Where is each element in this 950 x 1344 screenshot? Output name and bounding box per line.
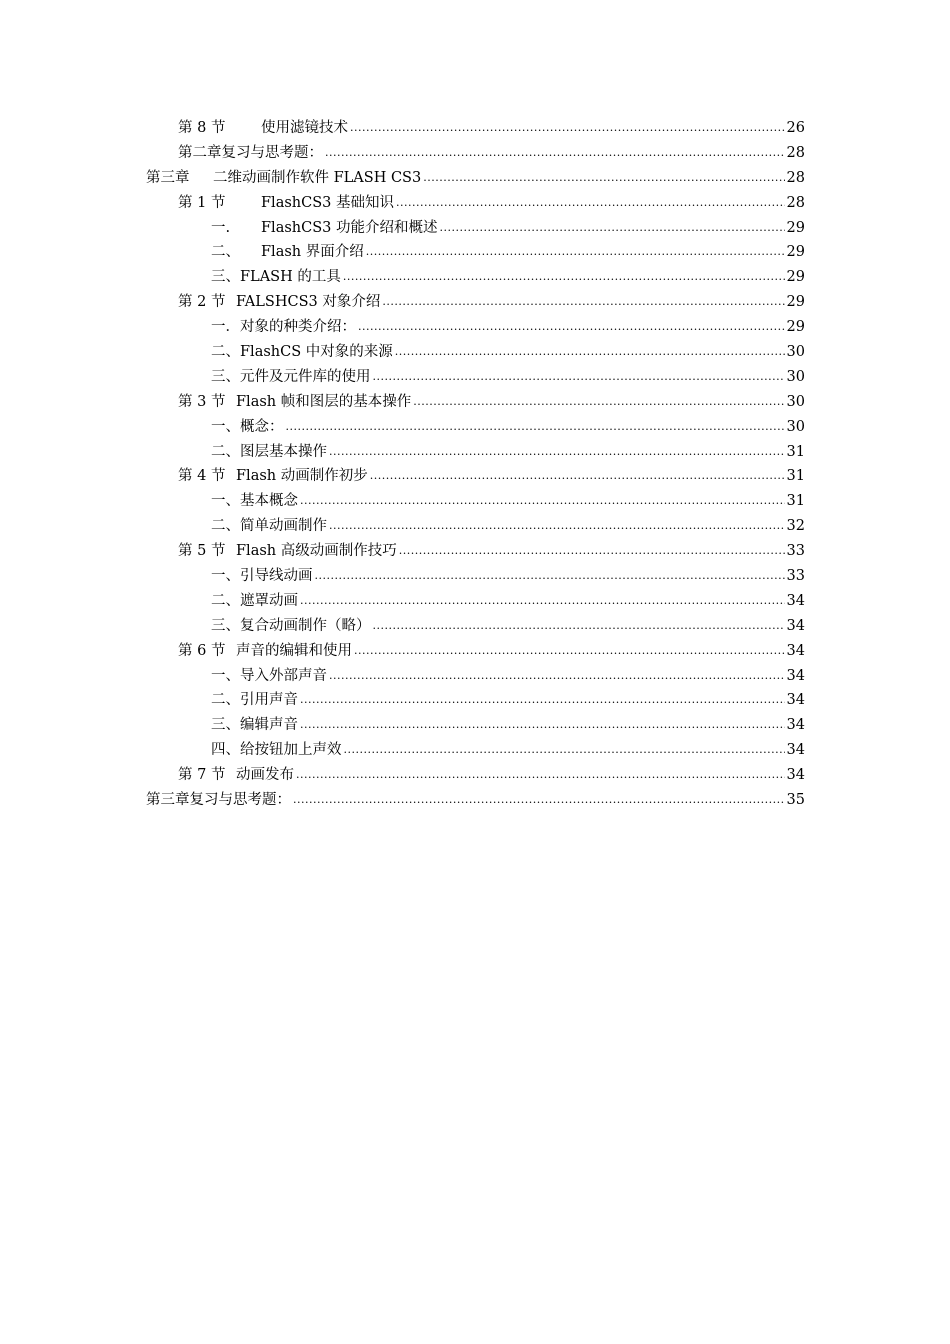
toc-entry-page-number: 34 <box>786 642 805 659</box>
toc-entry-page-number: 32 <box>786 518 805 535</box>
toc-entry-page-number: 31 <box>786 468 805 485</box>
dot-leader <box>329 514 785 539</box>
toc-entry-page-number: 29 <box>786 219 805 236</box>
dot-leader <box>440 216 785 241</box>
toc-entry-number: 第 5 节 <box>178 543 226 560</box>
toc-entry-number: 第 1 节 <box>178 194 226 211</box>
dot-leader <box>354 639 785 664</box>
toc-entry[interactable] <box>0 788 950 813</box>
dot-leader <box>343 265 785 290</box>
dot-leader <box>413 390 784 415</box>
toc-entry[interactable] <box>0 216 950 241</box>
toc-entry-title: 三、元件及元件库的使用 <box>211 368 371 385</box>
dot-leader <box>373 365 785 390</box>
toc-entry-title: 三、复合动画制作（略） <box>211 617 371 634</box>
toc-entry-number: 第 7 节 <box>178 767 226 784</box>
dot-leader <box>300 489 785 514</box>
toc-entry-page-number: 34 <box>786 592 805 609</box>
toc-entry-content <box>211 265 805 290</box>
toc-entry[interactable] <box>0 489 950 514</box>
toc-entry-page-number: 28 <box>786 169 805 186</box>
toc-entry-content <box>211 688 805 713</box>
toc-entry-page-number: 30 <box>786 393 805 410</box>
toc-entry-title: FALSHCS3 对象介绍 <box>236 294 381 311</box>
toc-entry-title: 一．对象的种类介绍： <box>211 319 356 336</box>
toc-entry[interactable] <box>0 116 950 141</box>
dot-leader <box>325 141 785 166</box>
toc-entry[interactable] <box>0 290 950 315</box>
toc-entry-content <box>211 664 805 689</box>
toc-entry[interactable] <box>0 415 950 440</box>
toc-entry-title: 一、导入外部声音 <box>211 667 327 684</box>
dot-leader <box>358 315 785 340</box>
toc-entry[interactable] <box>0 240 950 265</box>
dot-leader <box>300 589 785 614</box>
dot-leader <box>300 713 785 738</box>
toc-entry-page-number: 35 <box>786 792 805 809</box>
toc-entry-number: 第 4 节 <box>178 468 226 485</box>
toc-entry[interactable] <box>0 639 950 664</box>
toc-entry-page-number: 29 <box>786 269 805 286</box>
toc-entry[interactable] <box>0 191 950 216</box>
dot-leader <box>382 290 784 315</box>
toc-entry[interactable] <box>0 614 950 639</box>
dot-leader <box>350 116 785 141</box>
toc-entry-title: 三、FLASH 的工具 <box>211 269 341 286</box>
toc-entry-number: 第 8 节 <box>178 120 226 136</box>
toc-entry[interactable] <box>0 688 950 713</box>
dot-leader <box>315 564 785 589</box>
toc-entry[interactable] <box>0 141 950 166</box>
toc-entry-title: Flash 高级动画制作技巧 <box>236 543 397 560</box>
toc-entry-title: 第二章复习与思考题： <box>178 144 323 161</box>
toc-entry-number: 一. <box>211 219 231 236</box>
toc-entry-title: FlashCS3 功能介绍和概述 <box>261 219 438 236</box>
toc-entry-content <box>178 116 805 141</box>
toc-entry[interactable] <box>0 514 950 539</box>
toc-entry-title: 一、基本概念 <box>211 493 298 510</box>
toc-entry-title: 二、简单动画制作 <box>211 518 327 535</box>
toc-entry-page-number: 29 <box>786 294 805 311</box>
toc-entry-number: 第 3 节 <box>178 393 226 410</box>
toc-entry-content <box>211 340 805 365</box>
toc-entry[interactable] <box>0 464 950 489</box>
toc-entry-content <box>211 589 805 614</box>
toc-entry-page-number: 33 <box>786 568 805 585</box>
toc-entry-title: 声音的编辑和使用 <box>236 642 352 659</box>
table-of-contents <box>0 116 950 813</box>
toc-entry[interactable] <box>0 664 950 689</box>
toc-entry-page-number: 34 <box>786 767 805 784</box>
dot-leader <box>423 166 784 191</box>
toc-entry-page-number: 34 <box>786 742 805 759</box>
toc-entry-page-number: 30 <box>786 368 805 385</box>
toc-entry-title: Flash 界面介绍 <box>261 244 364 261</box>
toc-entry-page-number: 34 <box>786 667 805 684</box>
toc-entry-content <box>146 166 805 191</box>
toc-entry-page-number: 34 <box>786 692 805 709</box>
toc-entry[interactable] <box>0 763 950 788</box>
toc-entry-page-number: 28 <box>786 194 805 211</box>
toc-entry-title: 一、引导线动画 <box>211 568 313 585</box>
toc-entry-content <box>211 564 805 589</box>
dot-leader <box>366 240 785 265</box>
toc-entry[interactable] <box>0 265 950 290</box>
toc-entry-content <box>211 489 805 514</box>
toc-entry-title: 四、给按钮加上声效 <box>211 742 342 759</box>
toc-entry-content <box>211 315 805 340</box>
toc-entry-number: 第三章 <box>146 169 190 186</box>
toc-entry-title: 动画发布 <box>236 767 294 784</box>
toc-entry-page-number: 31 <box>786 443 805 460</box>
dot-leader <box>329 440 785 465</box>
toc-entry-content <box>211 440 805 465</box>
dot-leader <box>399 539 785 564</box>
dot-leader <box>286 415 785 440</box>
toc-entry-content <box>211 415 805 440</box>
toc-entry-page-number: 28 <box>786 144 805 161</box>
toc-entry-title: 二、FlashCS 中对象的来源 <box>211 344 393 361</box>
toc-entry[interactable] <box>0 440 950 465</box>
toc-entry-content <box>178 639 805 664</box>
toc-entry-page-number: 26 <box>786 120 805 136</box>
toc-entry[interactable] <box>0 738 950 763</box>
toc-entry-content <box>211 240 805 265</box>
toc-entry-content <box>146 788 805 813</box>
dot-leader <box>344 738 785 763</box>
toc-entry-page-number: 30 <box>786 344 805 361</box>
toc-entry-page-number: 33 <box>786 543 805 560</box>
toc-entry-page-number: 30 <box>786 418 805 435</box>
toc-entry-content <box>211 738 805 763</box>
toc-entry[interactable] <box>0 539 950 564</box>
dot-leader <box>296 763 785 788</box>
toc-entry-title: 三、编辑声音 <box>211 717 298 734</box>
toc-entry[interactable] <box>0 340 950 365</box>
toc-entry[interactable] <box>0 365 950 390</box>
toc-entry-title: 使用滤镜技术 <box>261 120 348 136</box>
toc-entry-content <box>178 141 805 166</box>
dot-leader <box>373 614 785 639</box>
toc-entry-page-number: 29 <box>786 244 805 261</box>
toc-entry-content <box>211 614 805 639</box>
toc-entry-content <box>178 191 805 216</box>
toc-entry-page-number: 29 <box>786 319 805 336</box>
toc-entry[interactable] <box>0 390 950 415</box>
toc-entry-content <box>211 713 805 738</box>
toc-entry-content <box>211 365 805 390</box>
toc-entry[interactable] <box>0 564 950 589</box>
dot-leader <box>370 464 785 489</box>
toc-entry-content <box>178 464 805 489</box>
toc-entry-title: 一、概念： <box>211 418 284 435</box>
toc-entry-page-number: 31 <box>786 493 805 510</box>
toc-entry[interactable] <box>0 315 950 340</box>
toc-entry-page-number: 34 <box>786 717 805 734</box>
toc-entry[interactable] <box>0 589 950 614</box>
toc-entry-title: 二、图层基本操作 <box>211 443 327 460</box>
toc-entry-content <box>178 390 805 415</box>
toc-entry-title: FlashCS3 基础知识 <box>261 194 394 211</box>
toc-entry-title: Flash 动画制作初步 <box>236 468 368 485</box>
toc-entry-title: 二、遮罩动画 <box>211 592 298 609</box>
dot-leader <box>396 191 785 216</box>
toc-entry-content <box>178 290 805 315</box>
toc-entry[interactable] <box>0 713 950 738</box>
dot-leader <box>300 688 785 713</box>
toc-entry-content <box>211 216 805 241</box>
toc-entry-page-number: 34 <box>786 617 805 634</box>
toc-entry-title: 第三章复习与思考题： <box>146 792 291 809</box>
toc-entry-number: 第 6 节 <box>178 642 226 659</box>
toc-entry-title: 二、引用声音 <box>211 692 298 709</box>
dot-leader <box>395 340 785 365</box>
toc-entry-title: 二维动画制作软件 FLASH CS3 <box>213 169 422 186</box>
toc-entry-number: 二、 <box>211 244 240 261</box>
toc-entry-content <box>178 539 805 564</box>
toc-entry[interactable] <box>0 166 950 191</box>
toc-entry-number: 第 2 节 <box>178 294 226 311</box>
dot-leader <box>329 664 785 689</box>
toc-entry-content <box>178 763 805 788</box>
toc-entry-content <box>211 514 805 539</box>
toc-entry-title: Flash 帧和图层的基本操作 <box>236 393 412 410</box>
dot-leader <box>293 788 785 813</box>
